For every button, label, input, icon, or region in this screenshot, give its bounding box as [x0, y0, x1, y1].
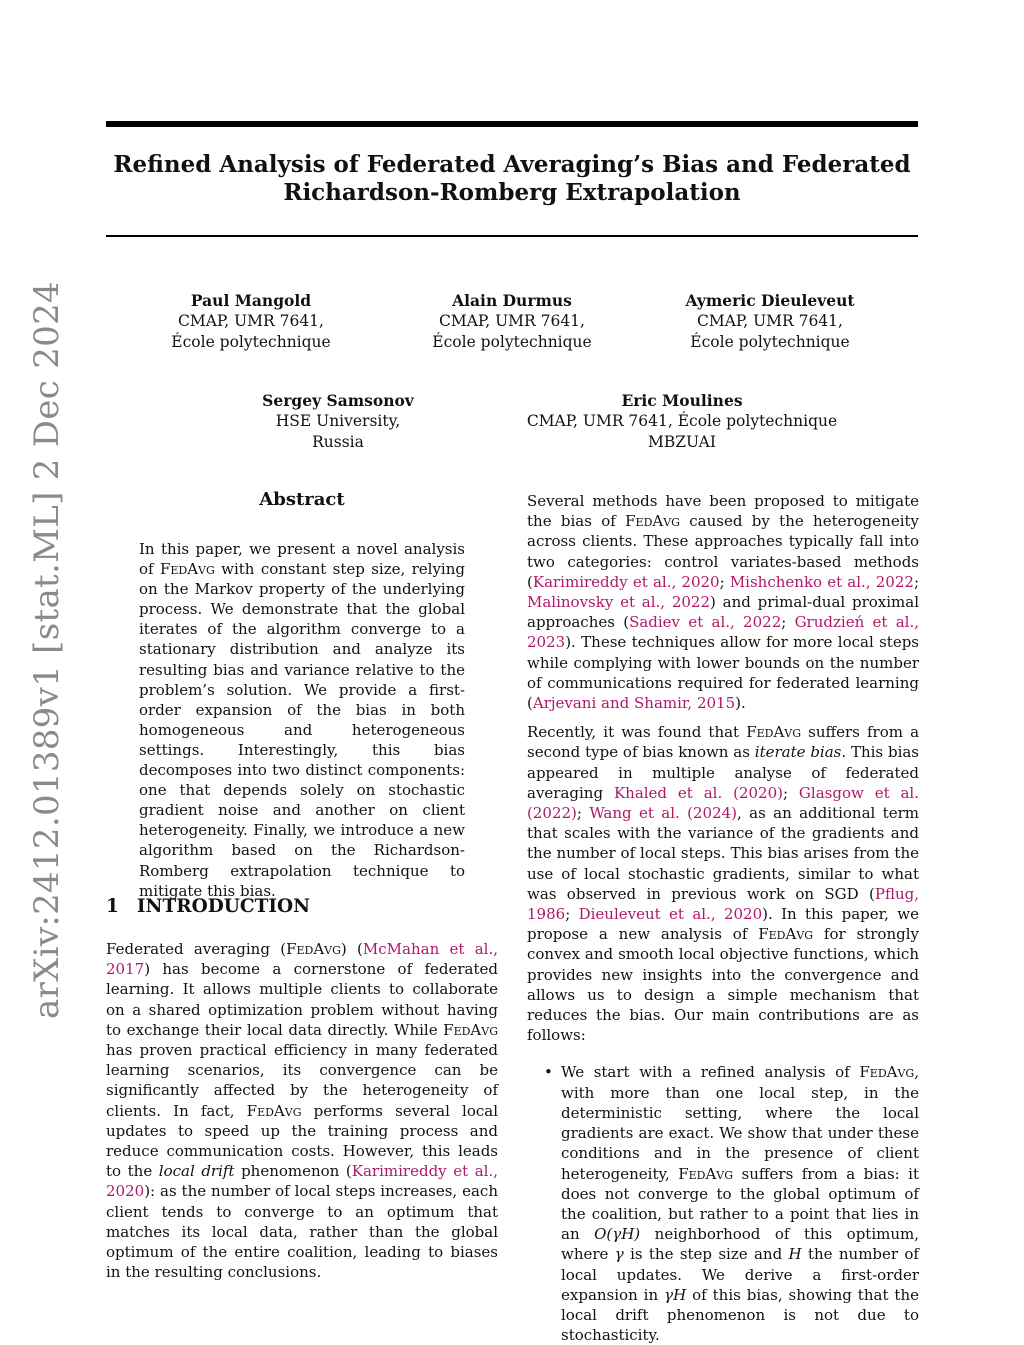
title-top-rule: [106, 121, 918, 127]
bullet-icon: •: [544, 1063, 553, 1082]
fedavg-name: FedAvg: [443, 1020, 498, 1039]
citation-link[interactable]: Arjevani and Shamir, 2015: [532, 694, 736, 713]
fedavg-name: FedAvg: [246, 1101, 302, 1120]
title-bottom-rule: [106, 235, 918, 237]
fedavg-name: FedAvg: [159, 560, 215, 579]
author-block: [238, 390, 438, 453]
author-name: Paul Mangold: [190, 291, 312, 310]
math-symbol: γ: [614, 1245, 624, 1264]
citation-link[interactable]: Dieuleveut et al., 2020: [578, 905, 763, 924]
citation-link[interactable]: Mishchenko et al., 2022: [729, 572, 914, 591]
author-block: [409, 290, 615, 353]
section-number: 1: [106, 896, 119, 917]
author-block: [148, 290, 354, 353]
author-affiliation: CMAP, UMR 7641, École polytechnique: [526, 412, 838, 430]
citation-link[interactable]: Glasgow et al. (2022): [527, 783, 919, 823]
author-block: [660, 290, 880, 353]
citation-link[interactable]: Karimireddy et al., 2020: [532, 572, 720, 591]
citation-link[interactable]: McMahan et al., 2017: [106, 940, 498, 979]
author-name: Aymeric Dieuleveut: [685, 291, 855, 310]
author-affiliation: École polytechnique: [171, 333, 331, 351]
abstract-text: In this paper, we present a novel analysis of FedAvg with constant step size, relying on the Markov property of the underlying process. We demonstrate that the global iterates of the algorithm converge to a stationary distribution and analyze its resulting bias and variance relative to the problem’s solution. We provide a first-order expansion of the bias in both homogeneous and heterogeneous settings. Interestingly, this bias decomposes into two distinct components: one that depends solely on stochastic gradient noise and another on client heterogeneity. Finally, we introduce a new algorithm based on the Richardson-Romberg extrapolation technique to mitigate this bias.: [139, 540, 465, 900]
citation-link[interactable]: Sadiev et al., 2022: [629, 613, 782, 632]
contributions-list: [527, 1062, 919, 1345]
author-affiliation: MBZUAI: [648, 433, 716, 451]
author-name: Alain Durmus: [452, 291, 572, 310]
right-paragraph-2: Recently, it was found that FedAvg suffers from a second type of bias known as iterate bias. This bias appeared in multiple analyse of federated averaging Khaled et al. (2020); Glasgow et al. (2022); Wang et al. (2024), as an additional term that scales with the variance of the gradients and the number of local steps. This bias arises from the use of local stochastic gradients, similar to what was observed in previous work on SGD (Pflug, 1986; Dieuleveut et al., 2020). In this paper, we propose a new analysis of FedAvg for strongly convex and smooth local objective functions, which provides new insights into the convergence and allows us to design a simple mechanism that reduces the bias. Our main contributions are as follows:: [527, 723, 920, 1045]
left-column: [106, 939, 498, 1282]
fedavg-name: FedAvg: [758, 925, 814, 944]
fedavg-name: FedAvg: [625, 512, 680, 531]
author-block: [512, 390, 852, 453]
fedavg-name: FedAvg: [859, 1063, 915, 1082]
math-symbol: H: [788, 1245, 802, 1264]
right-paragraph-1: Several methods have been proposed to mitigate the bias of FedAvg caused by the heterogeneity across clients. These approaches typically fall into two categories: control variates-based methods (Karimireddy et al., 2020; Mishchenko et al., 2022; Malinovsky et al., 2022) and primal-dual proximal approaches (Sadiev et al., 2022; Grudzień et al., 2023). These techniques allow for more local steps while complying with lower bounds on the number of communications required for federated learning (Arjevani and Shamir, 2015).: [527, 492, 920, 713]
math-expression: O(γH): [594, 1225, 641, 1244]
intro-paragraph-1: Federated averaging (FedAvg) (McMahan et al., 2017) has become a cornerstone of federated learning. It allows multiple clients to collaborate on a shared optimization problem without having to exchange their local data directly. While FedAvg has proven practical efficiency in many federated learning scenarios, its convergence can be significantly affected by the heterogeneity of clients. In fact, FedAvg performs several local updates to speed up the training process and reduce communication costs. However, this leads to the local drift phenomenon (Karimireddy et al., 2020): as the number of local steps increases, each client tends to converge to an optimum that matches its local data, rather than the global optimum of the entire coalition, leading to biases in the resulting conclusions.: [106, 940, 498, 1282]
citation-link[interactable]: Pflug, 1986: [527, 884, 919, 924]
author-affiliation: CMAP, UMR 7641,: [697, 312, 843, 330]
author-affiliation: École polytechnique: [690, 333, 850, 351]
fedavg-name: FedAvg: [286, 940, 341, 958]
title-line-2: Richardson-Romberg Extrapolation: [283, 179, 741, 206]
section-heading-introduction: [106, 896, 310, 917]
math-expression: γH: [664, 1285, 687, 1304]
section-title: INTRODUCTION: [136, 896, 311, 917]
abstract-heading: Abstract: [259, 489, 345, 510]
author-affiliation: HSE University,: [275, 412, 401, 430]
fedavg-name: FedAvg: [746, 723, 802, 742]
emphasis-text: iterate bias: [754, 743, 842, 762]
citation-link[interactable]: Karimireddy et al., 2020: [106, 1162, 498, 1201]
author-name: Eric Moulines: [621, 391, 743, 410]
author-name: Sergey Samsonov: [262, 391, 414, 410]
list-item: • We start with a refined analysis of FedAvg, with more than one local step, in the deterministic setting, where the local gradients are exact. We show that under these conditions and in the presence of client heterogeneity, FedAvg suffers from a bias: it does not converge to the global optimum of the coalition, but rather to a point that lies in an O(γH) neighborhood of this optimum, where γ is the step size and H the number of local updates. We derive a first-order expansion in γH of this bias, showing that the local drift phenomenon is not due to stochasticity.: [544, 1063, 919, 1345]
paper-title: [106, 151, 918, 207]
citation-link[interactable]: Khaled et al. (2020): [613, 783, 783, 802]
author-affiliation: CMAP, UMR 7641,: [439, 312, 585, 330]
arxiv-identifier[interactable]: arXiv:2412.01389v1 [stat.ML] 2 Dec 2024: [27, 281, 67, 1019]
fedavg-name: FedAvg: [678, 1164, 734, 1183]
author-affiliation: CMAP, UMR 7641,: [178, 312, 324, 330]
title-line-1: Refined Analysis of Federated Averaging’s Bias and Federated: [113, 151, 911, 178]
right-column: [527, 491, 919, 1345]
emphasis-text: local drift: [158, 1162, 235, 1181]
citation-link[interactable]: Grudzień et al., 2023: [527, 613, 919, 652]
citation-link[interactable]: Malinovsky et al., 2022: [527, 593, 710, 612]
citation-link[interactable]: Wang et al. (2024): [589, 804, 738, 823]
author-affiliation: Russia: [312, 433, 364, 451]
author-affiliation: École polytechnique: [432, 333, 592, 351]
